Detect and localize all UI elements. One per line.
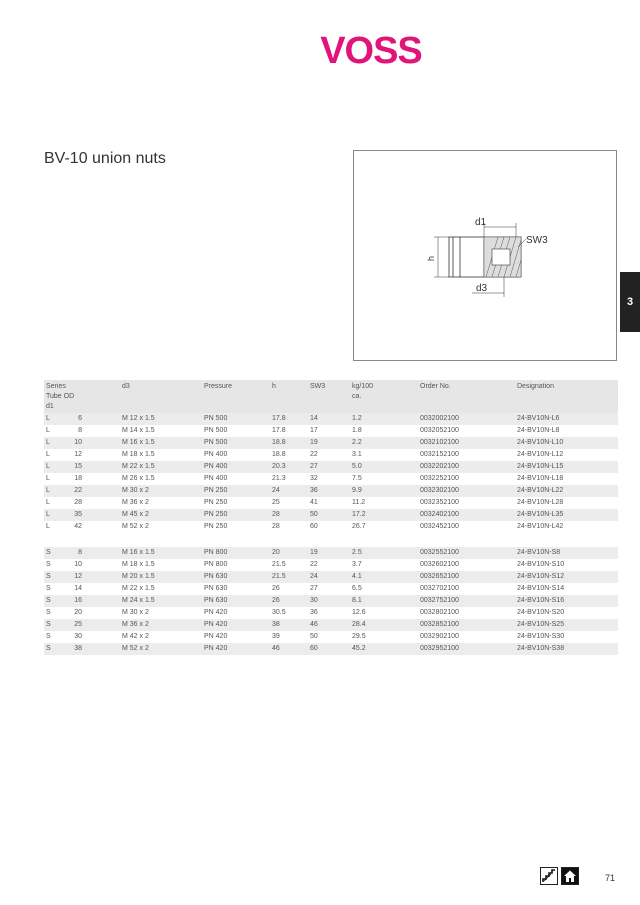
cell-tube: 8 bbox=[64, 547, 82, 559]
cell-d3: M 52 x 2 bbox=[122, 523, 149, 530]
cell-pressure: PN 800 bbox=[204, 561, 228, 568]
cell-designation: 24-BV10N-S25 bbox=[515, 619, 618, 631]
cell-designation: 24-BV10N-S10 bbox=[517, 561, 565, 568]
table-row bbox=[44, 425, 618, 437]
cell-kg: 8.1 bbox=[350, 595, 418, 607]
cell-sw3: 27 bbox=[310, 585, 318, 592]
table-row bbox=[44, 449, 618, 461]
cell-order: 0032602100 bbox=[420, 561, 459, 568]
cell-designation: 24-BV10N-S12 bbox=[515, 571, 618, 583]
cell-series: L bbox=[46, 499, 50, 506]
cell-series: S bbox=[46, 609, 51, 616]
cell-designation: 24-BV10N-S14 bbox=[517, 585, 565, 592]
cell-pressure: PN 500 bbox=[204, 427, 228, 434]
cell-tube: 38 bbox=[64, 643, 82, 655]
cell-d3: M 12 x 1.5 bbox=[120, 413, 202, 425]
cell-spacer bbox=[82, 559, 120, 571]
cell-designation: 24-BV10N-S8 bbox=[515, 547, 618, 559]
cell-order: 0032302100 bbox=[418, 485, 515, 497]
cell-h: 20 bbox=[270, 547, 308, 559]
label-d3: d3 bbox=[476, 283, 488, 294]
cell-spacer bbox=[82, 643, 120, 655]
cell-sw3: 19 bbox=[308, 437, 350, 449]
cell-kg: 1.2 bbox=[350, 413, 418, 425]
cell-order: 0032752100 bbox=[418, 595, 515, 607]
cell-tube: 10 bbox=[64, 437, 82, 449]
cell-kg: 5.0 bbox=[350, 461, 418, 473]
hatch-section bbox=[484, 237, 521, 277]
cell-designation: 24-BV10N-L35 bbox=[515, 509, 618, 521]
cell-spacer bbox=[82, 425, 120, 437]
cell-sw3: 60 bbox=[308, 643, 350, 655]
cell-d3: M 30 x 2 bbox=[120, 485, 202, 497]
cell-kg: 12.6 bbox=[352, 609, 366, 616]
label-sw3: SW3 bbox=[526, 235, 548, 246]
cell-h: 20.3 bbox=[270, 461, 308, 473]
cell-order: 0032702100 bbox=[420, 585, 459, 592]
cell-series: S bbox=[44, 643, 64, 655]
cell-series: S bbox=[44, 571, 64, 583]
cell-pressure: PN 250 bbox=[204, 499, 228, 506]
header-h: h bbox=[270, 380, 308, 413]
cell-series: S bbox=[44, 595, 64, 607]
cell-order: 0032052100 bbox=[420, 427, 459, 434]
cell-order: 0032952100 bbox=[418, 643, 515, 655]
cell-sw3: 14 bbox=[308, 413, 350, 425]
cell-kg: 3.1 bbox=[352, 451, 362, 458]
cell-d3: M 18 x 1.5 bbox=[122, 451, 155, 458]
cell-kg: 6.5 bbox=[352, 585, 362, 592]
cell-pressure: PN 250 bbox=[202, 485, 270, 497]
cell-series: L bbox=[46, 427, 50, 434]
cell-designation: 24-BV10N-L8 bbox=[517, 427, 560, 434]
label-h: h bbox=[426, 255, 436, 261]
cell-order: 0032652100 bbox=[418, 571, 515, 583]
cell-spacer bbox=[82, 509, 120, 521]
cell-designation: 24-BV10N-L6 bbox=[515, 413, 618, 425]
cell-h: 21.5 bbox=[270, 571, 308, 583]
table-row bbox=[44, 607, 618, 619]
cell-d3: M 24 x 1.5 bbox=[120, 595, 202, 607]
cell-h: 18.8 bbox=[270, 437, 308, 449]
cell-tube: 6 bbox=[64, 413, 82, 425]
cell-d3: M 22 x 1.5 bbox=[120, 461, 202, 473]
table-row bbox=[44, 643, 618, 655]
page-title: BV-10 union nuts bbox=[44, 150, 166, 167]
cell-sw3: 36 bbox=[308, 485, 350, 497]
cell-spacer bbox=[82, 461, 120, 473]
nav-icons bbox=[540, 867, 579, 885]
cell-sw3: 60 bbox=[310, 523, 318, 530]
cell-spacer bbox=[82, 547, 120, 559]
cell-pressure: PN 630 bbox=[202, 571, 270, 583]
cell-pressure: PN 420 bbox=[204, 609, 228, 616]
cell-spacer bbox=[82, 485, 120, 497]
cell-pressure: PN 400 bbox=[204, 451, 228, 458]
cell-tube: 20 bbox=[74, 609, 82, 616]
table-row bbox=[44, 547, 618, 559]
cell-series: L bbox=[44, 413, 64, 425]
cell-d3: M 16 x 1.5 bbox=[120, 437, 202, 449]
table-row bbox=[44, 521, 618, 533]
table-row bbox=[44, 413, 618, 425]
cell-order: 0032252100 bbox=[420, 475, 459, 482]
cell-spacer bbox=[82, 619, 120, 631]
cell-h: 28 bbox=[270, 509, 308, 521]
cell-designation: 24-BV10N-L15 bbox=[515, 461, 618, 473]
home-icon[interactable] bbox=[561, 867, 579, 885]
cell-kg: 26.7 bbox=[352, 523, 366, 530]
cell-h: 18.8 bbox=[272, 451, 286, 458]
product-table bbox=[44, 380, 618, 655]
cell-h: 25 bbox=[272, 499, 280, 506]
cell-sw3: 17 bbox=[310, 427, 318, 434]
cell-pressure: PN 250 bbox=[204, 523, 228, 530]
cell-kg: 7.5 bbox=[352, 475, 362, 482]
cell-d3: M 18 x 1.5 bbox=[122, 561, 155, 568]
table-row bbox=[44, 583, 618, 595]
cell-order: 0032202100 bbox=[418, 461, 515, 473]
table-row bbox=[44, 595, 618, 607]
cell-h: 39 bbox=[272, 633, 280, 640]
cell-spacer bbox=[82, 449, 120, 461]
table-row bbox=[44, 473, 618, 485]
cell-order: 0032802100 bbox=[420, 609, 459, 616]
cell-kg: 17.2 bbox=[350, 509, 418, 521]
cell-series: L bbox=[44, 461, 64, 473]
cell-sw3: 46 bbox=[308, 619, 350, 631]
cell-sw3: 32 bbox=[310, 475, 318, 482]
header-pressure: Pressure bbox=[202, 380, 270, 413]
cell-pressure: PN 500 bbox=[202, 437, 270, 449]
cell-tube: 8 bbox=[78, 427, 82, 434]
cell-kg: 4.1 bbox=[350, 571, 418, 583]
cell-series: S bbox=[44, 619, 64, 631]
cell-d3: M 26 x 1.5 bbox=[122, 475, 155, 482]
cell-tube: 14 bbox=[74, 585, 82, 592]
cell-d3: M 22 x 1.5 bbox=[122, 585, 155, 592]
table-row bbox=[44, 485, 618, 497]
cell-h: 38 bbox=[270, 619, 308, 631]
cell-tube: 28 bbox=[74, 499, 82, 506]
header-d3: d3 bbox=[120, 380, 202, 413]
cell-designation: 24-BV10N-L10 bbox=[515, 437, 618, 449]
cell-series: L bbox=[44, 485, 64, 497]
cell-tube: 18 bbox=[74, 475, 82, 482]
cell-d3: M 36 x 2 bbox=[122, 499, 149, 506]
cell-tube: 16 bbox=[64, 595, 82, 607]
cell-pressure: PN 630 bbox=[202, 595, 270, 607]
header-series: Series Tube OD d1 bbox=[44, 380, 120, 413]
cell-spacer bbox=[82, 583, 120, 595]
cell-h: 26 bbox=[272, 585, 280, 592]
cell-kg: 1.8 bbox=[352, 427, 362, 434]
cell-series: L bbox=[46, 523, 50, 530]
stairs-icon[interactable] bbox=[540, 867, 558, 885]
cell-order: 0032902100 bbox=[420, 633, 459, 640]
cell-order: 0032852100 bbox=[418, 619, 515, 631]
cell-tube: 35 bbox=[64, 509, 82, 521]
table-row bbox=[44, 437, 618, 449]
cell-tube: 12 bbox=[74, 451, 82, 458]
cell-tube: 22 bbox=[64, 485, 82, 497]
cell-series: L bbox=[46, 451, 50, 458]
cell-spacer bbox=[82, 473, 120, 485]
cell-pressure: PN 400 bbox=[202, 461, 270, 473]
voss-logo bbox=[308, 30, 434, 70]
cell-d3: M 52 x 2 bbox=[120, 643, 202, 655]
cell-d3: M 45 x 2 bbox=[120, 509, 202, 521]
cell-designation: 24-BV10N-S20 bbox=[517, 609, 565, 616]
cell-sw3: 30 bbox=[308, 595, 350, 607]
cell-order: 0032402100 bbox=[418, 509, 515, 521]
cell-h: 21.5 bbox=[272, 561, 286, 568]
table-header bbox=[44, 380, 618, 413]
cell-pressure: PN 420 bbox=[202, 619, 270, 631]
cell-designation: 24-BV10N-L22 bbox=[515, 485, 618, 497]
cell-pressure: PN 800 bbox=[202, 547, 270, 559]
cell-spacer bbox=[82, 571, 120, 583]
cell-designation: 24-BV10N-S30 bbox=[517, 633, 565, 640]
cell-series: S bbox=[46, 633, 51, 640]
table-row bbox=[44, 571, 618, 583]
cell-spacer bbox=[82, 631, 120, 643]
cell-designation: 24-BV10N-L42 bbox=[517, 523, 564, 530]
cell-pressure: PN 400 bbox=[204, 475, 228, 482]
header-order: Order No. bbox=[418, 380, 515, 413]
cell-sw3: 50 bbox=[310, 633, 318, 640]
cell-kg: 3.7 bbox=[352, 561, 362, 568]
cell-spacer bbox=[82, 521, 120, 533]
cell-sw3: 19 bbox=[308, 547, 350, 559]
table-row bbox=[44, 461, 618, 473]
header-sw3: SW3 bbox=[308, 380, 350, 413]
cell-tube: 42 bbox=[74, 523, 82, 530]
label-d1: d1 bbox=[475, 217, 487, 228]
cell-tube: 25 bbox=[64, 619, 82, 631]
cell-d3: M 16 x 1.5 bbox=[120, 547, 202, 559]
page-number: 71 bbox=[605, 873, 616, 883]
cell-kg: 9.9 bbox=[350, 485, 418, 497]
cell-pressure: PN 500 bbox=[202, 413, 270, 425]
cell-series: S bbox=[46, 561, 51, 568]
cell-order: 0032152100 bbox=[420, 451, 459, 458]
cell-h: 28 bbox=[272, 523, 280, 530]
cell-pressure: PN 630 bbox=[204, 585, 228, 592]
cell-spacer bbox=[82, 437, 120, 449]
cell-designation: 24-BV10N-S38 bbox=[515, 643, 618, 655]
cell-d3: M 36 x 2 bbox=[120, 619, 202, 631]
cell-d3: M 14 x 1.5 bbox=[122, 427, 155, 434]
cell-order: 0032552100 bbox=[418, 547, 515, 559]
cell-h: 17.8 bbox=[270, 413, 308, 425]
technical-drawing bbox=[353, 150, 617, 361]
cell-series: L bbox=[44, 437, 64, 449]
cell-sw3: 36 bbox=[310, 609, 318, 616]
cell-h: 21.3 bbox=[272, 475, 286, 482]
cell-spacer bbox=[82, 413, 120, 425]
cell-order: 0032002100 bbox=[418, 413, 515, 425]
cell-designation: 24-BV10N-L18 bbox=[517, 475, 564, 482]
cell-kg: 45.2 bbox=[350, 643, 418, 655]
cell-sw3: 41 bbox=[310, 499, 318, 506]
cell-pressure: PN 420 bbox=[204, 633, 228, 640]
cell-sw3: 24 bbox=[308, 571, 350, 583]
chapter-tab[interactable]: 3 bbox=[620, 272, 640, 332]
cell-tube: 12 bbox=[64, 571, 82, 583]
cell-spacer bbox=[82, 595, 120, 607]
cell-kg: 2.2 bbox=[350, 437, 418, 449]
cell-sw3: 22 bbox=[310, 561, 318, 568]
cell-h: 24 bbox=[270, 485, 308, 497]
cell-order: 0032452100 bbox=[420, 523, 459, 530]
cell-designation: 24-BV10N-L12 bbox=[517, 451, 564, 458]
cell-tube: 30 bbox=[74, 633, 82, 640]
cell-designation: 24-BV10N-S16 bbox=[515, 595, 618, 607]
cell-series: S bbox=[46, 585, 51, 592]
cell-sw3: 50 bbox=[308, 509, 350, 521]
cell-series: S bbox=[44, 547, 64, 559]
cell-d3: M 20 x 1.5 bbox=[120, 571, 202, 583]
cell-spacer bbox=[82, 607, 120, 619]
cell-pressure: PN 420 bbox=[202, 643, 270, 655]
cell-designation: 24-BV10N-L28 bbox=[517, 499, 564, 506]
cell-kg: 28.4 bbox=[350, 619, 418, 631]
cell-kg: 29.5 bbox=[352, 633, 366, 640]
table-row bbox=[44, 509, 618, 521]
cell-series: L bbox=[44, 509, 64, 521]
cell-pressure: PN 250 bbox=[202, 509, 270, 521]
table-row bbox=[44, 631, 618, 643]
cell-d3: M 42 x 2 bbox=[122, 633, 149, 640]
header-designation: Designation bbox=[515, 380, 618, 413]
cell-d3: M 30 x 2 bbox=[122, 609, 149, 616]
cell-kg: 2.5 bbox=[350, 547, 418, 559]
cell-series: L bbox=[46, 475, 50, 482]
cell-h: 17.8 bbox=[272, 427, 286, 434]
cell-h: 26 bbox=[270, 595, 308, 607]
cell-h: 30.5 bbox=[272, 609, 286, 616]
cell-spacer bbox=[82, 497, 120, 509]
cell-sw3: 27 bbox=[308, 461, 350, 473]
cell-h: 46 bbox=[270, 643, 308, 655]
table-row bbox=[44, 619, 618, 631]
cell-order: 0032102100 bbox=[418, 437, 515, 449]
group-spacer bbox=[44, 533, 618, 547]
table-row bbox=[44, 497, 618, 509]
cell-order: 0032352100 bbox=[420, 499, 459, 506]
table-row bbox=[44, 559, 618, 571]
cell-tube: 15 bbox=[64, 461, 82, 473]
cell-sw3: 22 bbox=[310, 451, 318, 458]
cell-kg: 11.2 bbox=[352, 499, 366, 506]
header-kg: kg/100 ca. bbox=[350, 380, 418, 413]
cell-tube: 10 bbox=[74, 561, 82, 568]
logo-text: VOSS bbox=[320, 30, 422, 70]
